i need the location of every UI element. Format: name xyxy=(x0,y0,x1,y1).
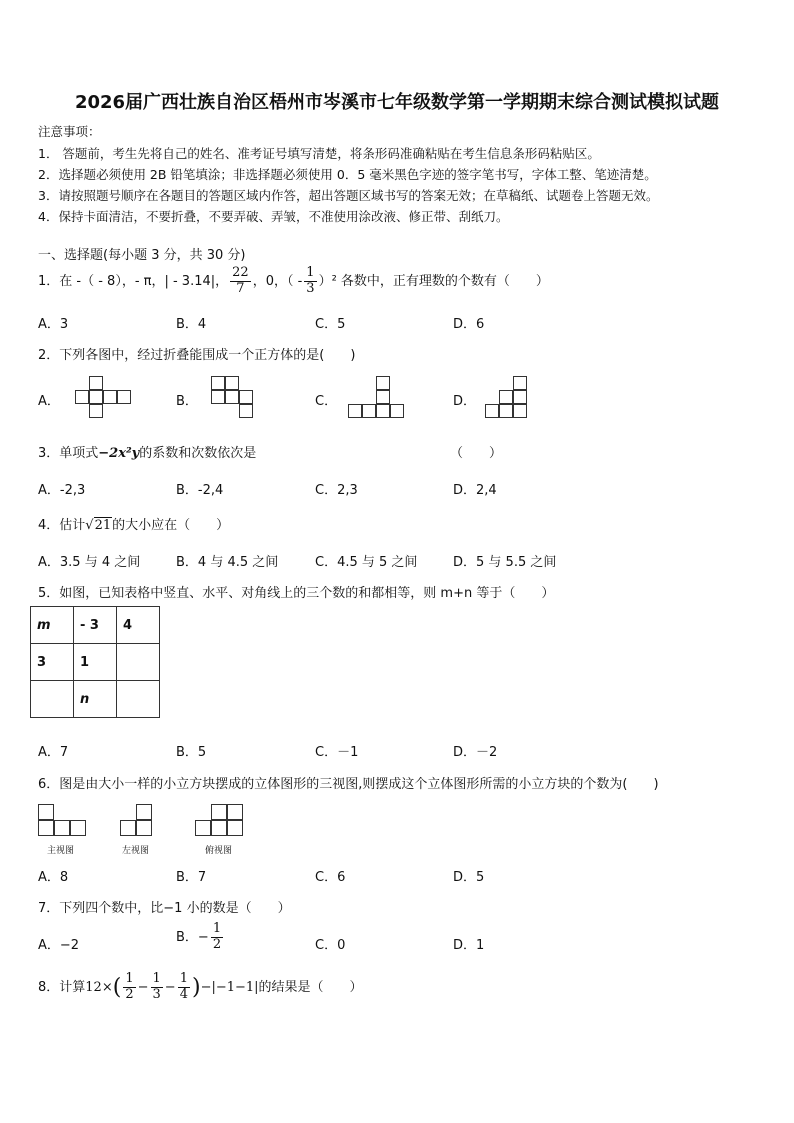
q3-suffix: 的系数和次数依次是 xyxy=(139,446,257,461)
numerator: 1 xyxy=(306,265,315,280)
table-cell: m xyxy=(31,607,74,644)
numerator: 1 xyxy=(125,971,134,986)
option-label: B． xyxy=(176,394,198,409)
table-cell xyxy=(117,681,160,718)
view-caption: 左视图 xyxy=(122,846,150,856)
option-label: D． xyxy=(453,394,477,409)
view-caption: 主视图 xyxy=(47,846,75,856)
expr-tail: −|−1−1| xyxy=(200,979,259,995)
table-cell: 1 xyxy=(74,644,117,681)
fraction xyxy=(211,922,223,953)
notice-item: 2．选择题必须使用 2B 铅笔填涂；非选择题必须使用 0．5 毫米黑色字迹的签字笔书写，字体工整、笔迹清楚。 xyxy=(38,167,657,182)
q1-mid: ，0，（ - xyxy=(252,273,303,289)
option: D．5 与 5.5 之间 xyxy=(453,555,557,570)
table-cell: - 3 xyxy=(74,607,117,644)
q3-prefix: 3．单项式 xyxy=(38,446,99,461)
denominator: 2 xyxy=(125,986,134,1002)
option: C．0 xyxy=(315,938,346,953)
question-6: 6．图是由大小一样的小立方块摆成的立体图形的三视图,则摆成这个立体图形所需的小立方块的个数为( ) xyxy=(38,777,659,792)
option: A．3.5 与 4 之间 xyxy=(38,555,141,570)
notice-heading: 注意事项： xyxy=(38,124,101,139)
numerator: 1 xyxy=(152,971,161,986)
fraction xyxy=(230,266,251,297)
right-paren-icon: ) xyxy=(191,974,201,1000)
option: C．－1 xyxy=(315,745,359,760)
denominator: 4 xyxy=(179,986,188,1002)
option-prefix: B．− xyxy=(176,929,209,945)
option: B．7 xyxy=(176,870,207,885)
option: B．-2,4 xyxy=(176,483,224,498)
magic-square-table xyxy=(30,606,160,718)
table-cell: 3 xyxy=(31,644,74,681)
option: D．5 xyxy=(453,870,485,885)
table-cell xyxy=(31,681,74,718)
question-4 xyxy=(38,514,229,533)
option: C．2,3 xyxy=(315,483,358,498)
table-cell xyxy=(117,644,160,681)
option: B．4 与 4.5 之间 xyxy=(176,555,279,570)
option: A．7 xyxy=(38,745,69,760)
option: D．－2 xyxy=(453,745,498,760)
q8-prefix: 8．计算 xyxy=(38,979,86,995)
question-5: 5．如图，已知表格中竖直、水平、对角线上的三个数的和都相等，则 m+n 等于（ ） xyxy=(38,586,555,601)
option: D．6 xyxy=(453,317,485,332)
notice-item: 1． 答题前，考生先将自己的姓名、准考证号填写清楚，将条形码准确粘贴在考生信息条形码粘贴区。 xyxy=(38,146,600,161)
option: A．-2,3 xyxy=(38,483,86,498)
option: B．5 xyxy=(176,745,207,760)
option: A．8 xyxy=(38,870,69,885)
numerator: 1 xyxy=(212,921,222,936)
denominator: 7 xyxy=(236,280,245,296)
question-1 xyxy=(38,266,549,297)
numerator: 1 xyxy=(179,971,188,986)
denominator: 3 xyxy=(152,986,161,1002)
sqrt-icon: √ xyxy=(85,518,94,533)
option: C．6 xyxy=(315,870,346,885)
fraction xyxy=(151,972,163,1003)
page-title: 2026届广西壮族自治区梧州市岑溪市七年级数学第一学期期末综合测试模拟试题 xyxy=(74,92,720,113)
option: C．5 xyxy=(315,317,346,332)
option xyxy=(176,922,225,953)
option-label: A． xyxy=(38,394,60,409)
question-7: 7．下列四个数中，比−1 小的数是（ ） xyxy=(38,901,291,916)
section-heading: 一、选择题(每小题 3 分，共 30 分) xyxy=(38,248,246,263)
numerator: 22 xyxy=(232,265,249,280)
fraction xyxy=(178,972,190,1003)
view-caption: 俯视图 xyxy=(205,846,233,856)
q8-suffix: 的结果是（ ） xyxy=(258,979,363,995)
notice-item: 4．保持卡面清洁，不要折叠，不要弄破、弄皱，不准使用涂改液、修正带、刮纸刀。 xyxy=(38,209,509,224)
option-label: C． xyxy=(315,394,338,409)
fraction xyxy=(304,266,316,297)
option: B．4 xyxy=(176,317,207,332)
radicand: 21 xyxy=(94,518,112,533)
option: C．4.5 与 5 之间 xyxy=(315,555,418,570)
denominator: 2 xyxy=(212,936,222,952)
q4-suffix: 的大小应在（ ） xyxy=(112,518,230,533)
option: D．2,4 xyxy=(453,483,497,498)
notice-item: 3．请按照题号顺序在各题目的答题区域内作答，超出答题区域书写的答案无效；在草稿纸、试题卷上答题无效。 xyxy=(38,188,659,203)
monomial: −2x²y xyxy=(98,446,140,461)
table-cell: 4 xyxy=(117,607,160,644)
q1-suffix: ）² 各数中，正有理数的个数有（ ） xyxy=(318,273,549,289)
q4-prefix: 4．估计 xyxy=(38,518,86,533)
question-3 xyxy=(38,442,256,461)
option: D．1 xyxy=(453,938,485,953)
option: A．−2 xyxy=(38,938,80,953)
q1-prefix: 1．在 -（ - 8），- π，| - 3.14|， xyxy=(38,273,229,289)
fraction xyxy=(123,972,135,1003)
minus-icon: − xyxy=(164,979,176,995)
minus-icon: − xyxy=(137,979,149,995)
left-paren-icon: ( xyxy=(112,974,122,1000)
denominator: 3 xyxy=(306,280,315,296)
table-cell: n xyxy=(74,681,117,718)
expr-lead: 12× xyxy=(85,979,113,995)
question-2: 2．下列各图中，经过折叠能围成一个正方体的是( ) xyxy=(38,348,356,363)
question-8 xyxy=(38,972,363,1003)
option: A．3 xyxy=(38,317,69,332)
answer-paren: （ ） xyxy=(450,446,503,461)
